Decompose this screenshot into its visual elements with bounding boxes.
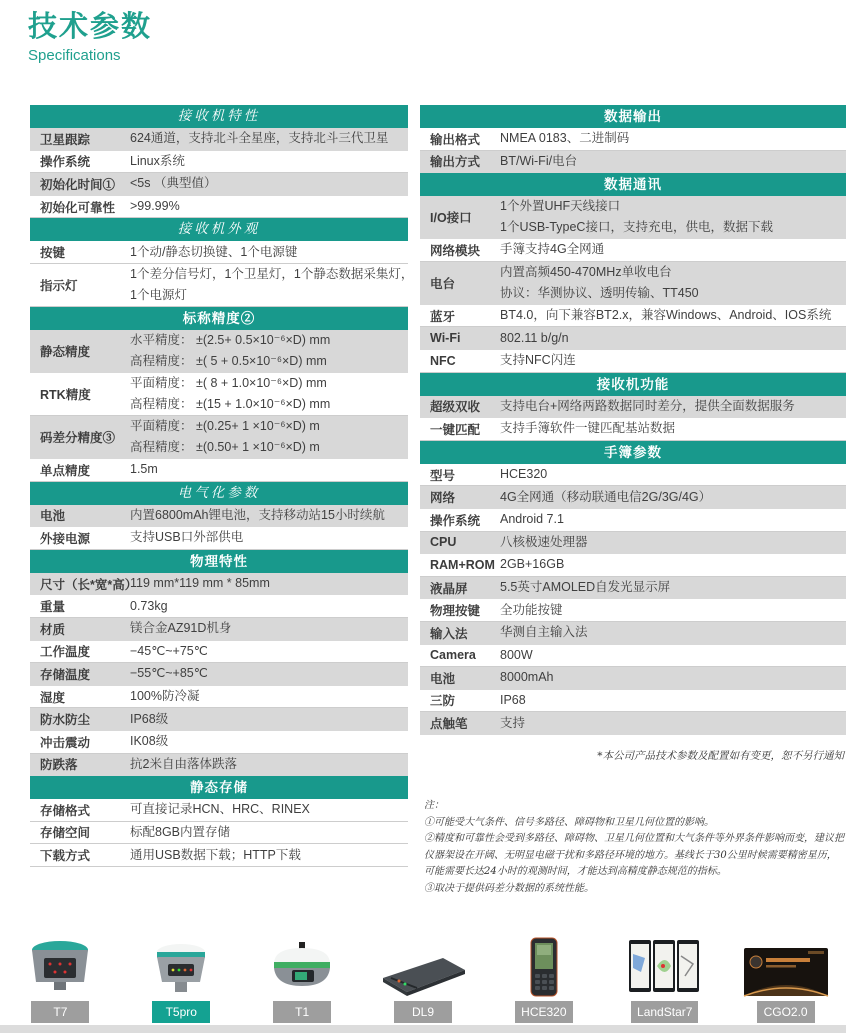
spec-value: 可直接记录HCN、HRC、RINEX <box>130 802 310 817</box>
page-title: 技术参数 <box>28 11 153 43</box>
spec-label: 网络 <box>430 491 456 506</box>
spec-row <box>420 196 846 239</box>
spec-value: >99.99% <box>130 199 180 214</box>
spec-row <box>420 667 846 690</box>
spec-row <box>30 641 408 664</box>
section-header: 物理特性 <box>30 550 408 573</box>
spec-label: 尺寸（长*宽*高） <box>40 577 138 592</box>
spec-value: 624通道，支持北斗全星座，支持北斗三代卫星 <box>130 131 389 146</box>
spec-value: BT/Wi-Fi/电台 <box>500 153 578 168</box>
spec-value: 802.11 b/g/n <box>500 330 569 345</box>
spec-table-left <box>30 105 414 867</box>
spec-row <box>30 196 408 219</box>
spec-label: I/O接口 <box>430 211 472 226</box>
notes-heading: 注： <box>424 800 444 811</box>
spec-row <box>420 350 846 373</box>
spec-value: IP68级 <box>130 711 169 726</box>
spec-value: 119 mm*119 mm * 85mm <box>130 576 270 591</box>
spec-label: 单点精度 <box>40 463 91 478</box>
product-thumb-t1[interactable] <box>242 928 363 1023</box>
dl9-radio-image <box>377 936 469 998</box>
spec-row <box>30 505 408 528</box>
spec-row <box>420 509 846 532</box>
product-label-cgo2[interactable]: CGO2.0 <box>757 1001 815 1023</box>
spec-value: 5.5英寸AMOLED自发光显示屏 <box>500 580 671 595</box>
spec-value: 镁合金AZ91D机身 <box>130 621 232 636</box>
spec-row <box>420 464 846 487</box>
spec-row <box>420 327 846 350</box>
note-line-1: ①可能受大气条件、信号多路径、障碍物和卫星几何位置的影响。 <box>424 816 714 828</box>
page-subtitle: Specifications <box>28 46 121 64</box>
product-label-landstar7[interactable]: LandStar7 <box>631 1001 698 1023</box>
spec-label: 输出方式 <box>430 155 481 170</box>
spec-value: 手簿支持4G全网通 <box>500 242 605 257</box>
spec-row <box>30 799 408 822</box>
spec-value: 内置高频450-470MHz单收电台 协议：华测协议、透明传输、TT450 <box>500 264 699 300</box>
spec-row <box>420 128 846 151</box>
spec-value: Android 7.1 <box>500 512 564 527</box>
footnote: *本公司产品技术参数及配置如有变更，恕不另行通知 <box>597 750 844 762</box>
product-label-t7[interactable]: T7 <box>31 1001 89 1023</box>
product-thumb-hce320[interactable] <box>483 928 604 1023</box>
product-thumb-cgo2[interactable] <box>725 928 846 1023</box>
hce320-controller-image <box>527 936 561 998</box>
section-header: 接收机外观 <box>30 218 408 241</box>
spec-row <box>30 151 408 174</box>
product-strip <box>0 928 846 1023</box>
spec-value: −45℃~+75℃ <box>130 643 208 658</box>
spec-label: 静态精度 <box>40 344 91 359</box>
spec-value: <5s （典型值） <box>130 176 217 191</box>
spec-row <box>30 173 408 196</box>
spec-value: 通用USB数据下载；HTTP下载 <box>130 847 301 862</box>
spec-row <box>420 262 846 305</box>
spec-row <box>420 554 846 577</box>
spec-value: 华测自主输入法 <box>500 625 588 640</box>
spec-row <box>420 690 846 713</box>
spec-value: 2GB+16GB <box>500 557 565 572</box>
product-thumb-t7[interactable] <box>0 928 121 1023</box>
spec-value: IP68 <box>500 692 526 707</box>
spec-row <box>30 527 408 550</box>
spec-value: 内置6800mAh锂电池，支持移动站15小时续航 <box>130 507 385 522</box>
section-header: 电气化参数 <box>30 482 408 505</box>
spec-row <box>30 330 408 373</box>
spec-value: HCE320 <box>500 467 548 482</box>
cgo2-software-image <box>742 936 830 998</box>
spec-label: 冲击震动 <box>40 735 91 750</box>
spec-label: 工作温度 <box>40 645 91 660</box>
spec-row <box>420 418 846 441</box>
spec-table-right <box>420 105 846 735</box>
spec-label: CPU <box>430 535 457 550</box>
spec-label: 初始化时间① <box>40 177 116 192</box>
spec-value: 八核极速处理器 <box>500 534 588 549</box>
spec-label: 电池 <box>40 509 66 524</box>
spec-row <box>30 128 408 151</box>
t1-receiver-image <box>260 936 344 998</box>
spec-value: 8000mAh <box>500 670 554 685</box>
spec-value: 标配8GB内置存储 <box>130 824 231 839</box>
spec-row <box>420 532 846 555</box>
spec-label: 超级双收 <box>430 400 481 415</box>
spec-value: BT4.0，向下兼容BT2.x，兼容Windows、Android、IOS系统 <box>500 308 832 323</box>
product-label-t1[interactable]: T1 <box>273 1001 331 1023</box>
spec-value: 平面精度： ±( 8 + 1.0×10⁻⁶×D) mm 高程精度： ±(15 + 1.0×10⁻⁶×D) mm <box>130 375 331 411</box>
section-header: 接收机功能 <box>420 373 846 396</box>
spec-value: 1.5m <box>130 462 158 477</box>
product-thumb-t5pro[interactable] <box>121 928 242 1023</box>
spec-row <box>420 645 846 668</box>
spec-label: 一键匹配 <box>430 422 481 437</box>
landstar7-software-image <box>627 936 703 998</box>
spec-row <box>30 663 408 686</box>
spec-label: 材质 <box>40 622 66 637</box>
spec-label: 蓝牙 <box>430 309 456 324</box>
spec-value: 水平精度： ±(2.5+ 0.5×10⁻⁶×D) mm 高程精度： ±( 5 + 0.5×10⁻⁶×D) mm <box>130 332 331 368</box>
spec-row <box>30 416 408 459</box>
spec-label: RTK精度 <box>40 387 91 402</box>
spec-label: 存储温度 <box>40 667 91 682</box>
spec-row <box>30 618 408 641</box>
spec-value: 支持手簿软件一键匹配基站数据 <box>500 421 676 436</box>
spec-row <box>30 595 408 618</box>
spec-value: 支持 <box>500 715 526 730</box>
spec-row <box>420 712 846 735</box>
spec-label: 初始化可靠性 <box>40 200 116 215</box>
section-header: 接收机特性 <box>30 105 408 128</box>
t5pro-receiver-image <box>145 936 217 998</box>
section-header: 数据输出 <box>420 105 846 128</box>
spec-row <box>30 373 408 416</box>
spec-row <box>30 573 408 596</box>
spec-value: IK08级 <box>130 734 169 749</box>
t7-receiver-image <box>22 936 98 998</box>
spec-label: Wi-Fi <box>430 331 461 346</box>
spec-row <box>30 264 414 307</box>
spec-row <box>420 239 846 262</box>
spec-label: 三防 <box>430 694 456 709</box>
spec-label: 输出格式 <box>430 132 481 147</box>
spec-label: 指示灯 <box>40 278 78 293</box>
spec-value: 1个动/静态切换键、1个电源键 <box>130 244 298 259</box>
spec-label: 码差分精度③ <box>40 430 116 445</box>
spec-label: 物理按键 <box>430 604 481 619</box>
spec-label: NFC <box>430 353 456 368</box>
spec-label: 卫星跟踪 <box>40 132 91 147</box>
spec-row <box>30 459 408 482</box>
spec-label: 网络模块 <box>430 243 481 258</box>
spec-row <box>30 754 408 777</box>
spec-value: 1个差分信号灯，1个卫星灯，1个静态数据采集灯， 1个电源灯 <box>130 266 414 302</box>
product-label-hce320[interactable]: HCE320 <box>515 1001 573 1023</box>
spec-value: NMEA 0183、二进制码 <box>500 131 630 146</box>
spec-row <box>420 622 846 645</box>
spec-value: 抗2米自由落体跌落 <box>130 756 237 771</box>
spec-row <box>30 708 408 731</box>
product-thumb-landstar7[interactable] <box>604 928 725 1023</box>
notes-block <box>424 798 844 897</box>
spec-label: Camera <box>430 648 476 663</box>
page-bottom-edge <box>0 1025 846 1033</box>
spec-row <box>420 305 846 328</box>
spec-label: 外接电源 <box>40 531 91 546</box>
section-header: 手簿参数 <box>420 441 846 464</box>
section-header: 标称精度② <box>30 307 408 330</box>
spec-label: 电台 <box>430 276 456 291</box>
spec-label: 重量 <box>40 600 66 615</box>
spec-label: 电池 <box>430 671 456 686</box>
section-header: 静态存储 <box>30 776 408 799</box>
spec-value: 1个外置UHF天线接口 1个USB-TypeC接口，支持充电，供电，数据下载 <box>500 199 773 235</box>
spec-value: Linux系统 <box>130 153 185 168</box>
spec-value: 800W <box>500 647 533 662</box>
spec-label: 操作系统 <box>40 155 91 170</box>
spec-row <box>420 396 846 419</box>
spec-value: 支持USB口外部供电 <box>130 530 244 545</box>
product-label-t5pro[interactable]: T5pro <box>152 1001 210 1023</box>
spec-label: 防水防尘 <box>40 713 91 728</box>
spec-row <box>420 486 846 509</box>
spec-label: 防跌落 <box>40 758 78 773</box>
note-line-3: ③取决于提供码差分数据的系统性能。 <box>424 882 594 894</box>
spec-row <box>420 599 846 622</box>
spec-label: 存储空间 <box>40 826 91 841</box>
spec-value: 全功能按键 <box>500 602 563 617</box>
spec-label: 型号 <box>430 468 456 483</box>
spec-value: 支持电台+网络两路数据同时差分，提供全面数据服务 <box>500 398 795 413</box>
spec-label: 下载方式 <box>40 849 91 864</box>
note-line-2: ②精度和可靠性会受到多路径、障碍物、卫星几何位置和大气条件等外界条件影响而变，建议把仪器架设在开阔、无明显电磁干扰和多路径环境的地方。基线长于30公里时候需要精密星历，可能需要长达24小时的观测时间，才能达到高精度静态规范的指标。 <box>424 833 844 877</box>
section-header: 数据通讯 <box>420 173 846 196</box>
spec-row <box>420 151 846 174</box>
spec-row <box>30 241 408 264</box>
product-thumb-dl9[interactable] <box>363 928 484 1023</box>
spec-value: 0.73kg <box>130 598 168 613</box>
spec-label: 按键 <box>40 246 66 261</box>
spec-label: 存储格式 <box>40 803 91 818</box>
title-block <box>28 10 152 64</box>
spec-row <box>420 577 846 600</box>
spec-value: −55℃~+85℃ <box>130 666 208 681</box>
spec-label: 操作系统 <box>430 513 481 528</box>
spec-label: RAM+ROM <box>430 557 495 572</box>
spec-label: 输入法 <box>430 626 468 641</box>
spec-value: 100%防冷凝 <box>130 689 200 704</box>
spec-row <box>30 822 408 845</box>
spec-label: 液晶屏 <box>430 581 468 596</box>
spec-value: 平面精度： ±(0.25+ 1 ×10⁻⁶×D) m 高程精度： ±(0.50+ 1 ×10⁻⁶×D) m <box>130 418 320 454</box>
spec-value: 支持NFC闪连 <box>500 353 576 368</box>
spec-row <box>30 844 408 867</box>
spec-label: 点触笔 <box>430 717 468 732</box>
spec-value: 4G全网通（移动联通电信2G/3G/4G） <box>500 489 712 504</box>
product-label-dl9[interactable]: DL9 <box>394 1001 452 1023</box>
spec-label: 湿度 <box>40 690 66 705</box>
spec-row <box>30 731 408 754</box>
spec-row <box>30 686 408 709</box>
